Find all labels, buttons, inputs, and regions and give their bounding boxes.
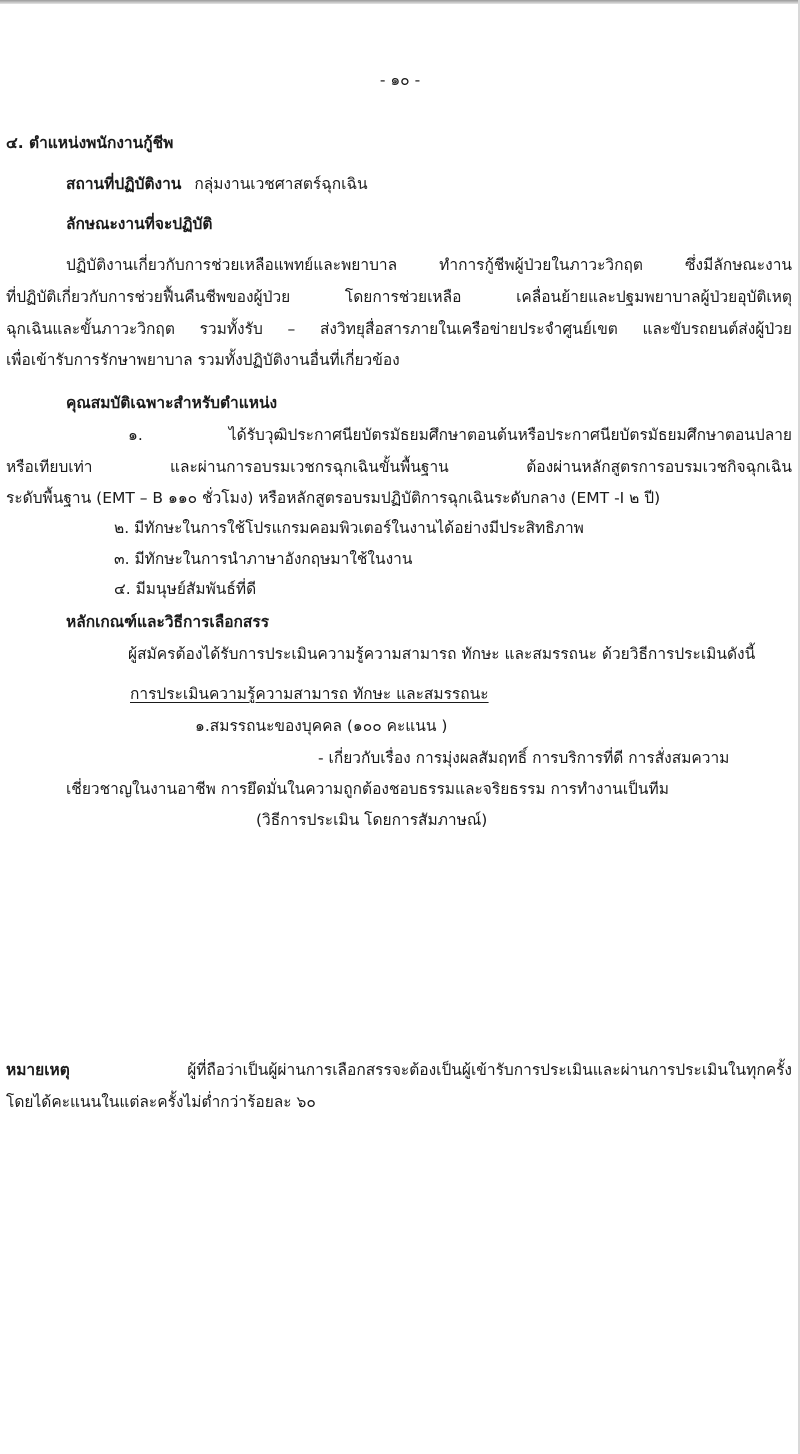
- qualifications-heading: คุณสมบัติเฉพาะสำหรับตำแหน่ง: [66, 394, 278, 412]
- qualification-line: ๔. มีมนุษย์สัมพันธ์ที่ดี: [114, 580, 257, 598]
- section-title: ๔. ตำแหน่งพนักงานกู้ชีพ: [6, 134, 174, 152]
- note-line: โดยได้คะแนนในแต่ละครั้งไม่ต่ำกว่าร้อยละ ๖๐: [6, 1093, 316, 1111]
- duties-line: เพื่อเข้ารับการรักษาพยาบาล รวมทั้งปฏิบัติงานอื่นที่เกี่ยวข้อง: [6, 351, 400, 369]
- duties-line: ปฏิบัติงานเกี่ยวกับการช่วยเหลือแพทย์และพยาบาล ทำการกู้ชีพผู้ป่วยในภาวะวิกฤต ซึ่งมีลักษณะงาน: [66, 256, 792, 274]
- duties-heading: ลักษณะงานที่จะปฏิบัติ: [66, 215, 213, 233]
- competency-line: (วิธีการประเมิน โดยการสัมภาษณ์): [256, 811, 488, 829]
- qualification-line: หรือเทียบเท่า และผ่านการอบรมเวชกรฉุกเฉินขั้นพื้นฐาน ต้องผ่านหลักสูตรการอบรมเวชกิจฉุกเฉิน: [6, 458, 792, 476]
- qualification-line: ๒. มีทักษะในการใช้โปรแกรมคอมพิวเตอร์ในงานได้อย่างมีประสิทธิภาพ: [114, 519, 584, 537]
- assessment-heading: การประเมินความรู้ความสามารถ ทักษะ และสมรรถนะ: [130, 685, 489, 703]
- workplace-row: [66, 174, 368, 194]
- note-text: ผู้ที่ถือว่าเป็นผู้ผ่านการเลือกสรรจะต้องเป็นผู้เข้ารับการประเมินและผ่านการประเมินในทุกครั้ง: [187, 1061, 792, 1079]
- workplace-value: กลุ่มงานเวชศาสตร์ฉุกเฉิน: [194, 175, 368, 193]
- selection-intro: ผู้สมัครต้องได้รับการประเมินความรู้ความสามารถ ทักษะ และสมรรถนะ ด้วยวิธีการประเมินดังนี้: [128, 645, 756, 663]
- competency-item: ๑.สมรรถนะของบุคคล (๑๐๐ คะแนน ): [195, 717, 448, 735]
- scan-top-edge: [0, 0, 800, 4]
- qualification-line: ระดับพื้นฐาน (EMT – B ๑๑๐ ชั่วโมง) หรือหลักสูตรอบรมปฏิบัติการฉุกเฉินระดับกลาง (EMT -I ๒ ปี): [6, 489, 661, 507]
- competency-line: - เกี่ยวกับเรื่อง การมุ่งผลสัมฤทธิ์ การบริการที่ดี การสั่งสมความ: [318, 749, 730, 767]
- qualification-line: ๑. ได้รับวุฒิประกาศนียบัตรมัธยมศึกษาตอนต้นหรือประกาศนียบัตรมัธยมศึกษาตอนปลาย: [128, 426, 792, 444]
- duties-line: ฉุกเฉินและขั้นภาวะวิกฤต รวมทั้งรับ – ส่งวิทยุสื่อสารภายในเครือข่ายประจำศูนย์เขต และขับรถยนต์ส่งผู้ป่วย: [6, 320, 792, 338]
- duties-line: ที่ปฏิบัติเกี่ยวกับการช่วยฟื้นคืนชีพของผู้ป่วย โดยการช่วยเหลือ เคลื่อนย้ายและปฐมพยาบาลผู้ป่วยอุบัติเหตุ: [6, 288, 792, 306]
- selection-heading: หลักเกณฑ์และวิธีการเลือกสรร: [66, 613, 270, 631]
- qualification-line: ๓. มีทักษะในการนำภาษาอังกฤษมาใช้ในงาน: [114, 550, 413, 568]
- workplace-label: สถานที่ปฏิบัติงาน: [66, 175, 182, 193]
- note-label: หมายเหตุ: [6, 1061, 70, 1079]
- competency-line: เชี่ยวชาญในงานอาชีพ การยึดมั่นในความถูกต้องชอบธรรมและจริยธรรม การทำงานเป็นทีม: [66, 780, 669, 798]
- note-row: [6, 1060, 792, 1080]
- page-number: - ๑๐ -: [379, 71, 421, 89]
